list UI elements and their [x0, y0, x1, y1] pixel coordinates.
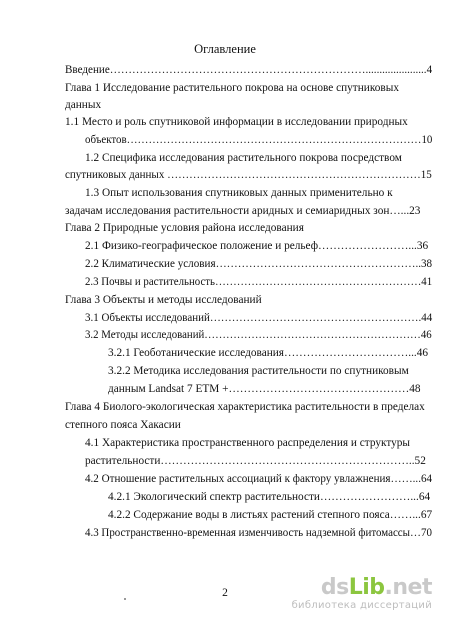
- toc-chapter-4: Глава 4 Биолого-экологическая характеристика растительности в пределах: [65, 401, 425, 413]
- toc-entry-1-1-cont: объектов………………………………………………………………………10: [85, 134, 433, 146]
- toc-entry-3-2-2: 3.2.2 Методика исследования растительности по спутниковым: [108, 365, 409, 377]
- toc-entry-3-2-1: 3.2.1 Геоботанические исследования……………………………...46: [108, 347, 429, 359]
- toc-chapter-3: Глава 3 Объекты и методы исследований: [65, 294, 262, 306]
- toc-entry-4-2-2: 4.2.2 Содержание воды в листьях растений степного пояса……...67: [108, 509, 433, 521]
- toc-entry-3-2: 3.2 Методы исследований……………………………………………………46: [85, 329, 432, 341]
- toc-entry-4-1: 4.1 Характеристика пространственного распределения и структуры: [85, 437, 411, 449]
- toc-entry-2-1: 2.1 Физико-географическое положение и рельеф……………………...36: [85, 240, 429, 252]
- toc-entry-3-1: 3.1 Объекты исследований………………………………………………….44: [85, 312, 433, 324]
- toc-entry-1-2: 1.2 Специфика исследования растительного покрова посредством: [85, 152, 402, 164]
- toc-chapter-2: Глава 2 Природные условия района исследования: [65, 222, 304, 234]
- toc-entry-2-3: 2.3 Почвы и растительность…………………………………………………41: [85, 276, 433, 288]
- page-number: 2: [222, 587, 228, 599]
- toc-entry-1-2-cont: спутниковых данных ……………………………………………………………15: [65, 169, 432, 181]
- toc-entry-1-3: 1.3 Опыт использования спутниковых данных применительно к: [85, 187, 393, 199]
- toc-chapter-1: Глава 1 Исследование растительного покрова на основе спутниковых: [65, 82, 399, 94]
- toc-entry-4-2: 4.2 Отношение растительных ассоциаций к фактору увлажнения……...64: [85, 473, 433, 485]
- toc-entry-4-3: 4.3 Пространственно-временная изменчивость надземной фитомассы…70: [85, 527, 432, 539]
- scan-speck: [124, 598, 126, 600]
- toc-entry-1-3-cont: задачам исследования растительности аридных и семиаридных зон…...23: [65, 205, 421, 217]
- toc-entry-2-2: 2.2 Климатические условия………………………………………………..38: [85, 258, 433, 270]
- toc-entry-4-1-cont: растительности…………………………………………………………..52: [85, 455, 426, 467]
- toc-entry-1-1: 1.1 Место и роль спутниковой информации в исследовании природных: [65, 116, 408, 128]
- toc-heading: Оглавление: [194, 42, 256, 56]
- watermark-logo: dsLib.net: [320, 575, 432, 600]
- toc-entry-intro: Введение……………………………………………………………......................4: [65, 64, 433, 76]
- toc-entry-3-2-2-cont: данным Landsat 7 ETM +…………………………………………48: [108, 383, 421, 395]
- watermark-subtitle: библиотека диссертаций: [291, 600, 432, 611]
- toc-chapter-4-cont: степного пояса Хакасии: [65, 419, 181, 431]
- toc-chapter-1-cont: данных: [65, 99, 102, 111]
- toc-entry-4-2-1: 4.2.1 Экологический спектр растительности……………………...64: [108, 491, 431, 503]
- dslib-watermark: [291, 575, 446, 615]
